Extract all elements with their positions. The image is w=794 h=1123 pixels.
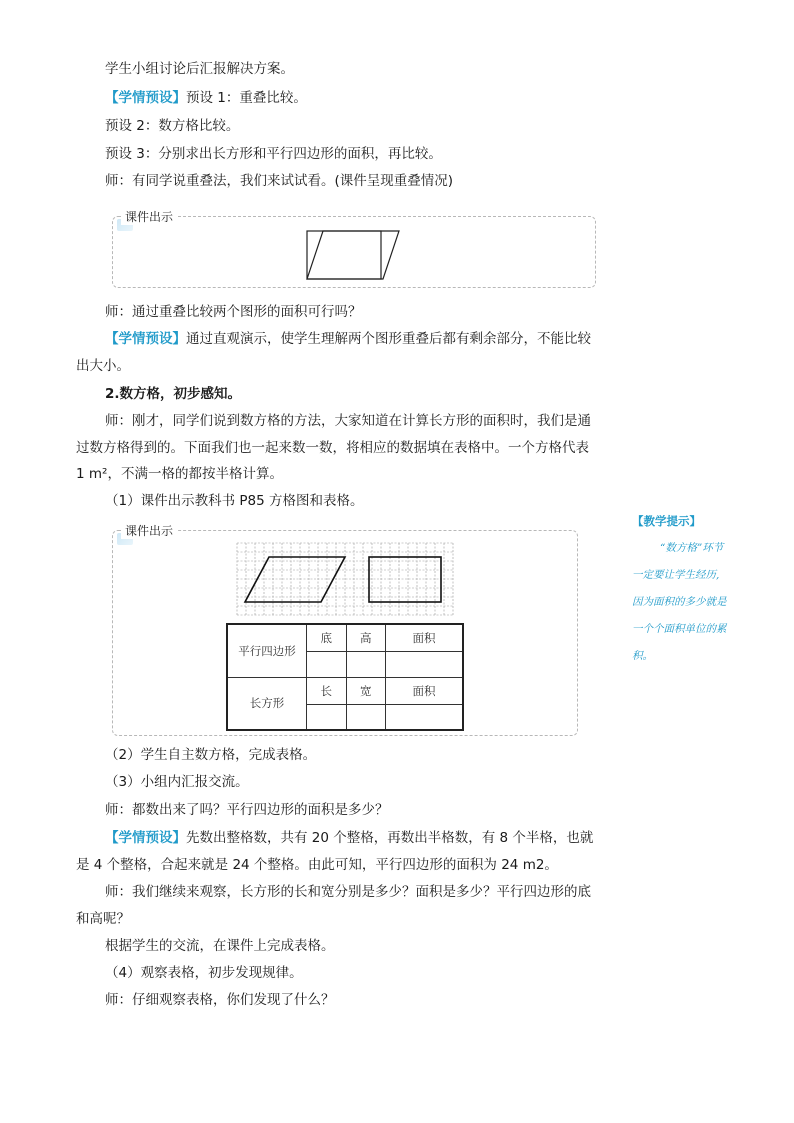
text-p16: （4）观察表格，初步发现规律。 [105,965,303,981]
text-p4: 预设 3：分别求出长方形和平行四边形的面积，再比较。 [105,146,442,162]
text-p13: 【学情预设】先数出整格数，共有 20 个整格，再数出半格数，有 8 个半格，也就 [105,830,594,846]
header-length: 长 [307,677,347,704]
cell-empty[interactable] [386,651,463,677]
text-p14b: 和高呢？ [76,911,130,927]
cell-empty[interactable] [386,704,463,730]
overlap-parallelogram [307,231,399,279]
text-p13b: 是 4 个整格，合起来就是 24 个整格。由此可知，平行四边形的面积为 24 m2。 [76,857,558,873]
text-p15: 根据学生的交流，在课件上完成表格。 [105,938,335,954]
cell-empty[interactable] [307,651,347,677]
teaching-tip-line: 积。 [632,650,653,662]
row-label-parallelogram: 平行四边形 [227,624,307,677]
courseware-label: 课件出示 [121,523,177,539]
text-p10: （2）学生自主数方格，完成表格。 [105,747,317,763]
text-p14a: 师：我们继续来观察，长方形的长和宽分别是多少？面积是多少？平行四边形的底 [105,884,591,900]
overlap-rectangle [307,231,381,279]
text-p3: 预设 2：数方格比较。 [105,118,240,134]
header-height: 高 [346,624,386,651]
teaching-tip-line: 因为面积的多少就是 [632,596,727,608]
header-base: 底 [307,624,347,651]
grid-rectangle [369,557,441,602]
courseware-label: 课件出示 [121,209,177,225]
text-p7b: 出大小。 [76,358,130,374]
text-p8b: 过数方格得到的。下面我们也一起来数一数，将相应的数据填在表格中。一个方格代表 [76,440,589,456]
text-p6: 师：通过重叠比较两个图形的面积可行吗？ [105,304,362,320]
text-p8c: 1 m²，不满一格的都按半格计算。 [76,466,283,482]
text-p1: 学生小组讨论后汇报解决方案。 [105,61,294,77]
cell-empty[interactable] [346,651,386,677]
text-p12: 师：都数出来了吗？平行四边形的面积是多少？ [105,802,389,818]
learning-preset-tag: 【学情预设】 [105,331,186,347]
teaching-tip-line: 一定要让学生经历, [632,569,720,581]
row-label-rectangle: 长方形 [227,677,307,730]
text-p8a: 师：刚才，同学们说到数方格的方法，大家知道在计算长方形的面积时，我们是通 [105,413,591,429]
header-area: 面积 [386,624,463,651]
text-p7: 【学情预设】通过直观演示，使学生理解两个图形重叠后都有剩余部分，不能比较 [105,331,591,347]
cell-empty[interactable] [346,704,386,730]
text-p9: （1）课件出示教科书 P85 方格图和表格。 [105,493,364,509]
teaching-tip-title: 【教学提示】 [632,514,701,528]
text-p5: 师：有同学说重叠法，我们来试试看。(课件呈现重叠情况) [105,173,454,189]
learning-preset-tag: 【学情预设】 [105,90,186,106]
text-p11: （3）小组内汇报交流。 [105,774,249,790]
courseware-box-overlap [112,210,596,288]
grid-parallelogram [245,557,345,602]
text-p2: 【学情预设】预设 1：重叠比较。 [105,90,307,106]
teaching-tip-line: 一个个面积单位的累 [632,623,727,635]
teaching-tip-line: “数方格”环节 [660,542,724,554]
square-grid [237,543,453,615]
header-width: 宽 [346,677,386,704]
learning-preset-tag: 【学情预设】 [105,830,186,846]
cell-empty[interactable] [307,704,347,730]
text-p17: 师：仔细观察表格，你们发现了什么？ [105,992,335,1008]
courseware-box-grid [112,524,578,736]
overlap-figure [113,217,595,287]
section-heading: 2.数方格，初步感知。 [105,386,242,402]
header-area: 面积 [386,677,463,704]
data-table [226,623,464,731]
